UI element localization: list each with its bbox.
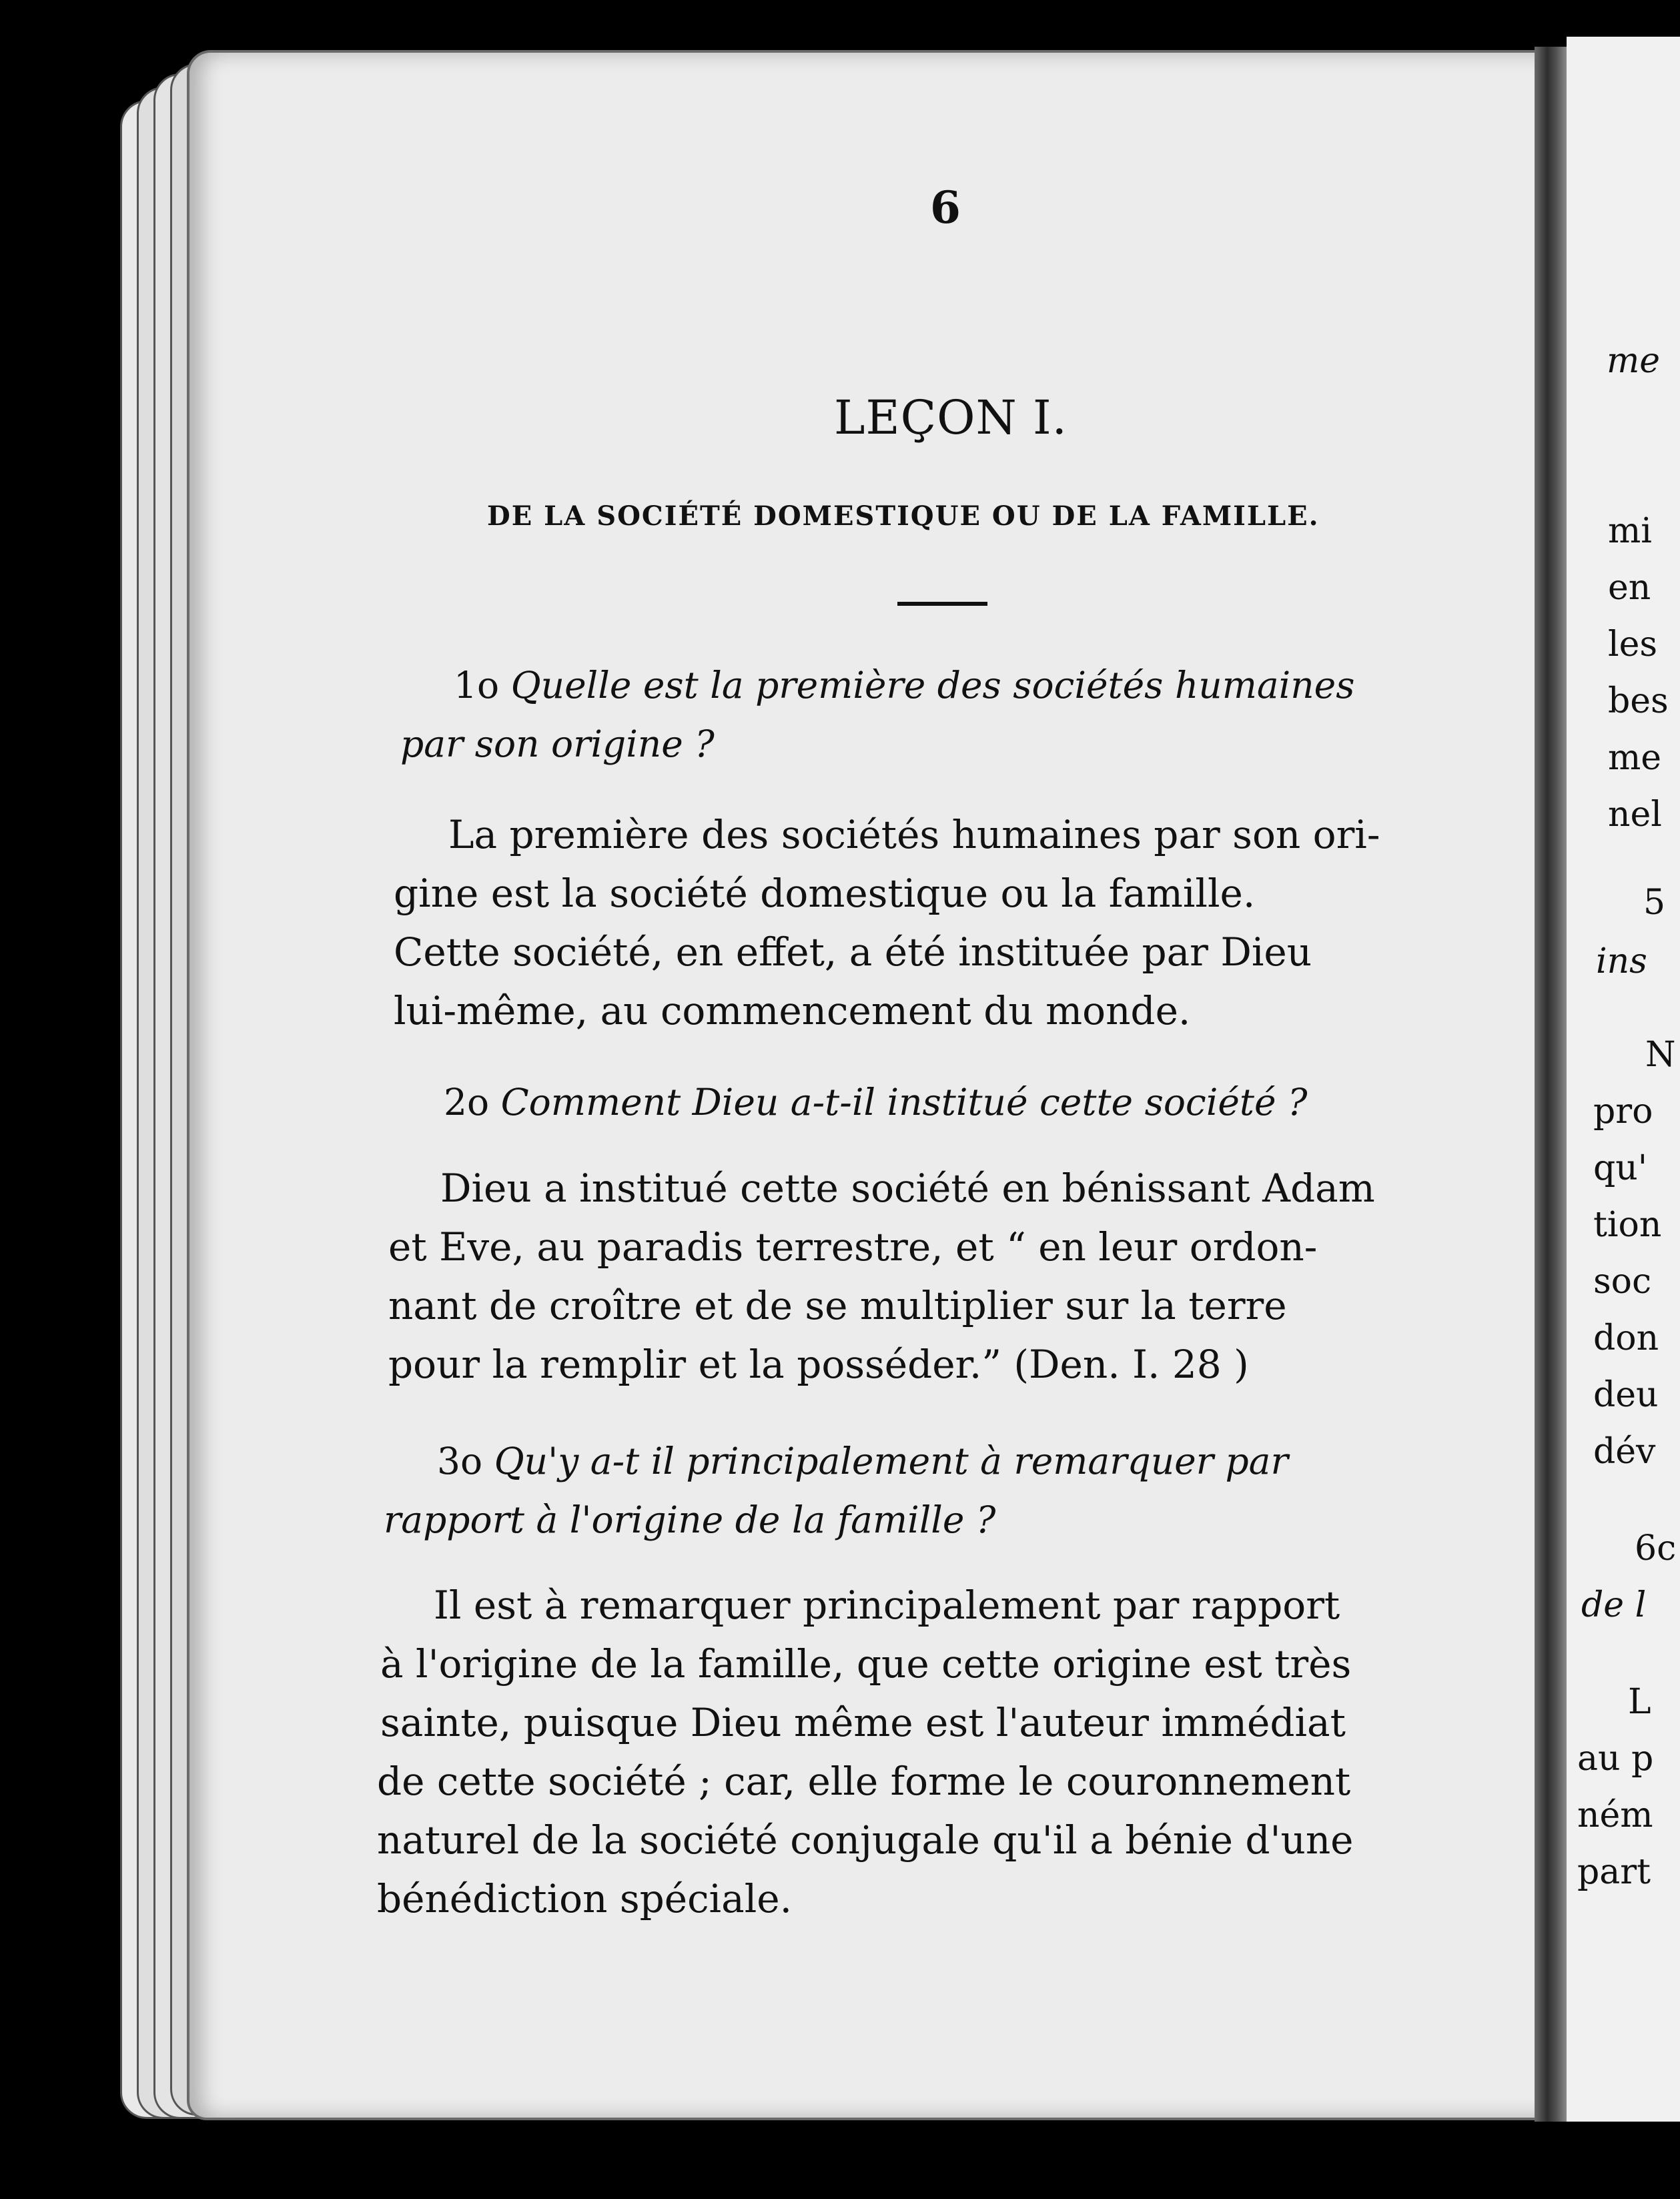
answer-line: nant de croître et de se multiplier sur la terre xyxy=(388,1283,1287,1328)
question-number: 1o xyxy=(454,664,500,707)
fragment: L xyxy=(1628,1682,1651,1722)
fragment: soc xyxy=(1593,1262,1652,1302)
question-number: 2o xyxy=(444,1081,490,1124)
answer-line: à l'origine de la famille, que cette origine est très xyxy=(380,1641,1352,1687)
answer-line: et Eve, au paradis terrestre, et “ en leur ordon- xyxy=(388,1224,1318,1270)
answer-line: pour la remplir et la posséder.” (Den. I. 28 ) xyxy=(388,1342,1249,1387)
question-line: par son origine ? xyxy=(400,723,715,765)
right-page-fragment xyxy=(1567,37,1680,2122)
page-number: 6 xyxy=(930,181,961,234)
book-spine xyxy=(1535,47,1567,2122)
fragment: 5 xyxy=(1643,883,1666,923)
fragment: de l xyxy=(1581,1585,1647,1625)
answer-line: Cette société, en effet, a été instituée par Dieu xyxy=(394,929,1312,975)
question-line: 1o Quelle est la première des sociétés humaines xyxy=(454,664,1355,707)
question-line: 3o Qu'y a-t il principalement à remarquer par xyxy=(437,1440,1288,1482)
answer-line: gine est la société domestique ou la famille. xyxy=(394,871,1256,916)
fragment: ném xyxy=(1577,1795,1653,1835)
fragment: nel xyxy=(1608,795,1662,835)
answer-line: Dieu a institué cette société en bénissant Adam xyxy=(440,1166,1375,1211)
fragment: 6c xyxy=(1635,1528,1677,1569)
fragment: me xyxy=(1607,341,1661,381)
fragment: pro xyxy=(1593,1091,1653,1132)
fragment: bes xyxy=(1608,681,1669,721)
question-line: rapport à l'origine de la famille ? xyxy=(384,1498,996,1541)
lesson-subtitle: DE LA SOCIÉTÉ DOMESTIQUE OU DE LA FAMILLE. xyxy=(487,500,1320,532)
answer-line: La première des sociétés humaines par son ori- xyxy=(448,812,1380,857)
question-number: 3o xyxy=(437,1440,483,1482)
question-line: 2o Comment Dieu a-t-il institué cette société ? xyxy=(444,1081,1308,1124)
answer-line: naturel de la société conjugale qu'il a bénie d'une xyxy=(377,1817,1354,1863)
fragment: dév xyxy=(1593,1432,1656,1472)
fragment: qu' xyxy=(1593,1148,1648,1188)
fragment: deu xyxy=(1593,1375,1659,1415)
fragment: mi xyxy=(1608,511,1652,551)
lesson-title: LEÇON I. xyxy=(834,390,1068,445)
fragment: au p xyxy=(1577,1739,1654,1779)
fragment: N xyxy=(1645,1035,1676,1075)
title-rule xyxy=(897,602,987,606)
answer-line: Il est à remarquer principalement par rapport xyxy=(434,1583,1340,1628)
answer-line: bénédiction spéciale. xyxy=(377,1876,792,1921)
fragment: part xyxy=(1577,1852,1651,1892)
fragment: tion xyxy=(1593,1205,1662,1245)
fragment: don xyxy=(1593,1318,1659,1358)
answer-line: lui-même, au commencement du monde. xyxy=(394,988,1191,1033)
fragment: me xyxy=(1608,738,1662,778)
answer-line: de cette société ; car, elle forme le couronnement xyxy=(377,1759,1351,1804)
fragment: les xyxy=(1608,624,1658,665)
fragment: en xyxy=(1608,568,1651,608)
answer-line: sainte, puisque Dieu même est l'auteur immédiat xyxy=(380,1700,1346,1745)
fragment: ins xyxy=(1596,941,1647,981)
